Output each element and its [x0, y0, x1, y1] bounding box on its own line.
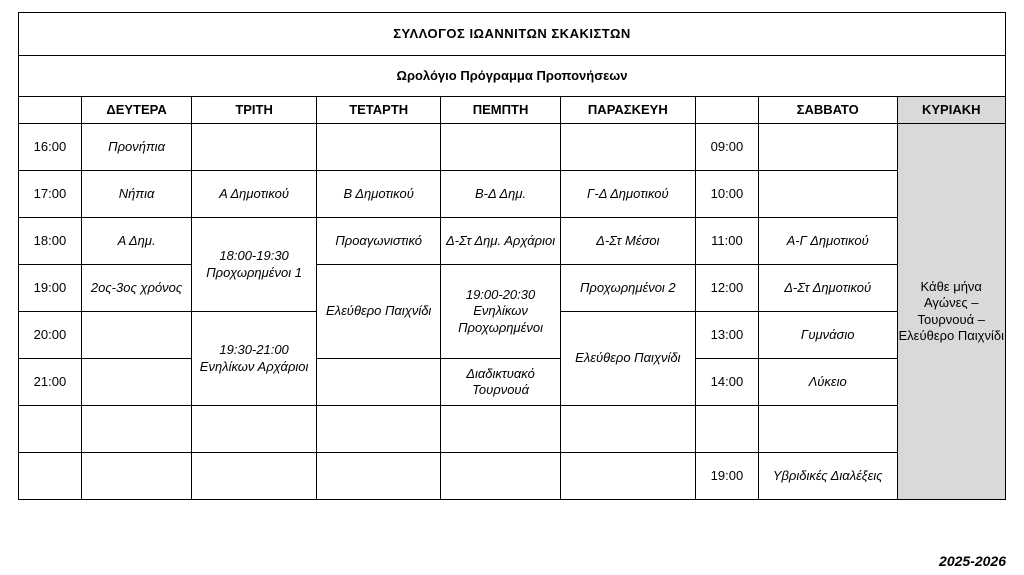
cell-friday-block-1: Ελεύθερο Παιχνίδι: [560, 312, 695, 406]
column-header-blank: [19, 97, 82, 124]
column-header-blank-2: [696, 97, 759, 124]
time-label-2100: 21:00: [19, 359, 82, 406]
cell-saturday-0900: [758, 124, 897, 171]
cell-saturday-1100: Α-Γ Δημοτικού: [758, 218, 897, 265]
cell-thursday-1600: [441, 124, 560, 171]
schedule-sheet: [18, 12, 1006, 500]
cell-monday-2100: [81, 359, 191, 406]
cell-friday-1600: [560, 124, 695, 171]
cell-spacer-tuesday: [192, 406, 317, 453]
cell-wednesday-1700: Β Δημοτικού: [316, 171, 441, 218]
column-header-sunday: ΚΥΡΙΑΚΗ: [897, 97, 1005, 124]
cell-thursday-block-1: 19:00-20:30 Ενηλίκων Προχωρημένοι: [441, 265, 560, 359]
cell-tuesday-1600: [192, 124, 317, 171]
cell-last-thursday: [441, 453, 560, 500]
cell-spacer-wednesday: [316, 406, 441, 453]
time-label-1900: 19:00: [19, 265, 82, 312]
cell-monday-1700: Νήπια: [81, 171, 191, 218]
time-label-sat-1900: 19:00: [696, 453, 759, 500]
schedule-table: [18, 12, 1006, 500]
time-label-1800: 18:00: [19, 218, 82, 265]
cell-tuesday-1700: Α Δημοτικού: [192, 171, 317, 218]
cell-saturday-1000: [758, 171, 897, 218]
cell-saturday-1400: Λύκειο: [758, 359, 897, 406]
cell-spacer-sat-time: [696, 406, 759, 453]
cell-monday-1900: 2ος-3ος χρόνος: [81, 265, 191, 312]
cell-thursday-1800: Δ-Στ Δημ. Αρχάριοι: [441, 218, 560, 265]
cell-friday-1700: Γ-Δ Δημοτικού: [560, 171, 695, 218]
time-label-1600: 16:00: [19, 124, 82, 171]
cell-saturday-1200: Δ-Στ Δημοτικού: [758, 265, 897, 312]
cell-thursday-2100: Διαδικτυακό Τουρνουά: [441, 359, 560, 406]
column-header-friday: ΠΑΡΑΣΚΕΥΗ: [560, 97, 695, 124]
column-header-saturday: ΣΑΒΒΑΤΟ: [758, 97, 897, 124]
time-label-1000: 10:00: [696, 171, 759, 218]
cell-spacer-saturday: [758, 406, 897, 453]
time-label-1100: 11:00: [696, 218, 759, 265]
cell-monday-1600: Προνήπια: [81, 124, 191, 171]
time-label-1300: 13:00: [696, 312, 759, 359]
cell-tuesday-block-1: 18:00-19:30 Προχωρημένοι 1: [192, 218, 317, 312]
page-subtitle: Ωρολόγιο Πρόγραμμα Προπονήσεων: [19, 56, 1006, 97]
time-label-1700: 17:00: [19, 171, 82, 218]
cell-tuesday-block-2: 19:30-21:00 Ενηλίκων Αρχάριοι: [192, 312, 317, 406]
time-label-1200: 12:00: [696, 265, 759, 312]
cell-friday-1900: Προχωρημένοι 2: [560, 265, 695, 312]
cell-last-wednesday: [316, 453, 441, 500]
cell-wednesday-1600: [316, 124, 441, 171]
cell-last-monday: [81, 453, 191, 500]
time-label-0900: 09:00: [696, 124, 759, 171]
cell-last-tuesday: [192, 453, 317, 500]
column-header-thursday: ΠΕΜΠΤΗ: [441, 97, 560, 124]
column-header-wednesday: ΤΕΤΑΡΤΗ: [316, 97, 441, 124]
season-footer: 2025-2026: [939, 553, 1006, 569]
cell-spacer-thursday: [441, 406, 560, 453]
cell-monday-2000: [81, 312, 191, 359]
cell-friday-1800: Δ-Στ Μέσοι: [560, 218, 695, 265]
page-title: ΣΥΛΛΟΓΟΣ ΙΩΑΝΝΙΤΩΝ ΣΚΑΚΙΣΤΩΝ: [19, 13, 1006, 56]
cell-wednesday-1800: Προαγωνιστικό: [316, 218, 441, 265]
cell-saturday-1900: Υβριδικές Διαλέξεις: [758, 453, 897, 500]
cell-spacer-time: [19, 406, 82, 453]
column-header-monday: ΔΕΥΤΕΡΑ: [81, 97, 191, 124]
cell-monday-1800: Α Δημ.: [81, 218, 191, 265]
time-label-1400: 14:00: [696, 359, 759, 406]
cell-wednesday-2100: [316, 359, 441, 406]
cell-wednesday-block-1: Ελεύθερο Παιχνίδι: [316, 265, 441, 359]
cell-sunday-note: Κάθε μήνα Αγώνες – Τουρνουά – Ελεύθερο Παιχνίδι: [897, 124, 1005, 500]
cell-saturday-1300: Γυμνάσιο: [758, 312, 897, 359]
cell-thursday-1700: Β-Δ Δημ.: [441, 171, 560, 218]
cell-last-friday: [560, 453, 695, 500]
cell-spacer-friday: [560, 406, 695, 453]
cell-spacer-monday: [81, 406, 191, 453]
cell-last-time: [19, 453, 82, 500]
time-label-2000: 20:00: [19, 312, 82, 359]
column-header-tuesday: ΤΡΙΤΗ: [192, 97, 317, 124]
